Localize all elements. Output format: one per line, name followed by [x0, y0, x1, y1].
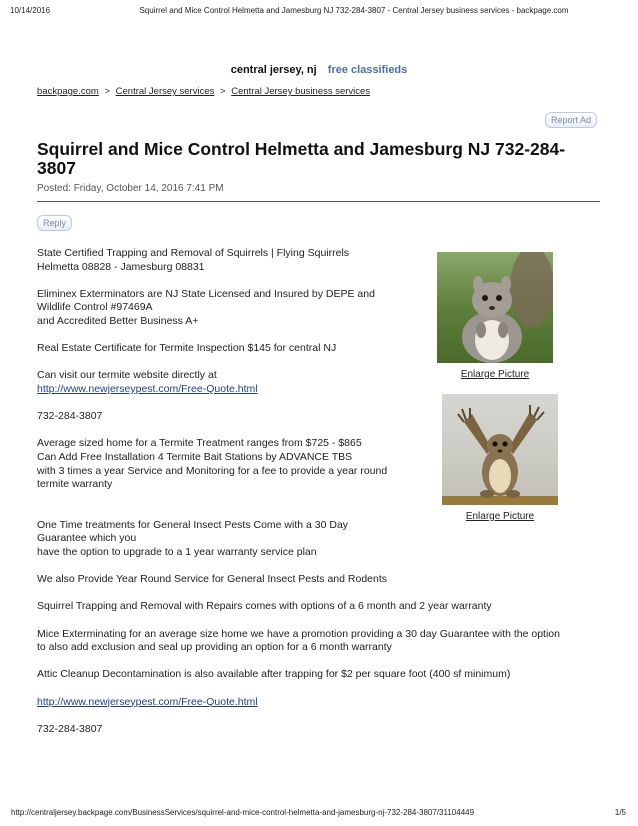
print-date: 10/14/2016: [10, 6, 51, 15]
region-link[interactable]: central jersey, nj: [230, 64, 317, 76]
body-line: Can Add Free Installation 4 Termite Bait Stations by ADVANCE TBS: [37, 450, 353, 463]
breadcrumb-separator: >: [104, 86, 110, 97]
body-line: termite warranty: [37, 478, 113, 491]
body-paragraph: [37, 519, 417, 560]
breadcrumb-link-services[interactable]: Central Jersey services: [115, 86, 215, 97]
body-line: Eliminex Exterminators are NJ State Licensed and Insured by DEPE and: [37, 287, 375, 300]
body-line: Mice Exterminating for an average size home we have a promotion providing a 30 day Guarantee with the option: [37, 627, 560, 640]
breadcrumb-link-business-services[interactable]: Central Jersey business services: [231, 86, 371, 97]
print-page-title: Squirrel and Mice Control Helmetta and Jamesburg NJ 732-284-3807 - Central Jersey business services - backpage.com: [139, 6, 569, 15]
body-line: and Accredited Better Business A+: [37, 314, 199, 327]
picture-block: [442, 394, 558, 522]
body-line: to also add exclusion and seal up providing an option for a 6 month warranty: [37, 641, 392, 654]
enlarge-picture-link[interactable]: Enlarge Picture: [460, 369, 530, 380]
body-line: Can visit our termite website directly at: [37, 369, 217, 382]
body-paragraph: We also Provide Year Round Service for General Insect Pests and Rodents: [37, 573, 388, 586]
body-paragraph: Attic Cleanup Decontamination is also available after trapping for $2 per square foot (400 sf minimum): [37, 668, 511, 681]
body-paragraph: [37, 288, 417, 329]
body-paragraph: Real Estate Certificate for Termite Inspection $145 for central NJ: [37, 342, 337, 355]
picture-block: [437, 252, 553, 380]
website-link[interactable]: http://www.newjerseypest.com/Free-Quote.html: [37, 382, 258, 395]
body-line: Helmetta 08828 - Jamesburg 08831: [37, 260, 205, 273]
body-line: with 3 times a year Service and Monitoring for a fee to provide a year round: [37, 464, 388, 477]
report-ad-button[interactable]: Report Ad: [545, 112, 597, 128]
breadcrumb-separator: >: [220, 86, 226, 97]
posted-date: Posted: Friday, October 14, 2016 7:41 PM: [37, 183, 224, 194]
post-title: Squirrel and Mice Control Helmetta and Jamesburg NJ 732-284-3807: [37, 139, 566, 178]
squirrel-sitting-photo[interactable]: [437, 252, 553, 363]
body-paragraph: [37, 369, 417, 396]
title-divider: [37, 201, 600, 202]
reply-button[interactable]: Reply: [37, 215, 72, 231]
print-page-number: 1/5: [614, 808, 626, 817]
body-paragraph: [37, 628, 607, 655]
phone-number: 732-284-3807: [37, 722, 103, 735]
free-classifieds-link[interactable]: free classifieds: [327, 64, 408, 76]
print-url: http://centraljersey.backpage.com/BusinessServices/squirrel-and-mice-control-helmetta-and-jamesburg-nj-732-284-3807/31104449: [11, 808, 475, 817]
phone-number: 732-284-3807: [37, 410, 103, 423]
website-link[interactable]: http://www.newjerseypest.com/Free-Quote.html: [37, 695, 258, 708]
body-paragraph: [37, 696, 607, 710]
breadcrumb: [37, 86, 370, 97]
site-header: [0, 64, 638, 76]
body-line: Average sized home for a Termite Treatment ranges from $725 - $865: [37, 437, 362, 450]
body-line: have the option to upgrade to a 1 year warranty service plan: [37, 546, 317, 559]
body-line: State Certified Trapping and Removal of Squirrels | Flying Squirrels: [37, 247, 350, 259]
body-paragraph: [37, 247, 417, 274]
enlarge-picture-link[interactable]: Enlarge Picture: [465, 511, 535, 522]
squirrel-arms-up-photo[interactable]: [442, 394, 558, 505]
breadcrumb-link-home[interactable]: backpage.com: [37, 86, 99, 97]
body-paragraph: [37, 437, 417, 491]
body-line: One Time treatments for General Insect Pests Come with a 30 Day: [37, 518, 349, 531]
body-line: Wildlife Control #97469A: [37, 301, 153, 314]
body-paragraph: Squirrel Trapping and Removal with Repairs comes with options of a 6 month and 2 year warranty: [37, 600, 492, 613]
body-line: Guarantee which you: [37, 532, 137, 545]
